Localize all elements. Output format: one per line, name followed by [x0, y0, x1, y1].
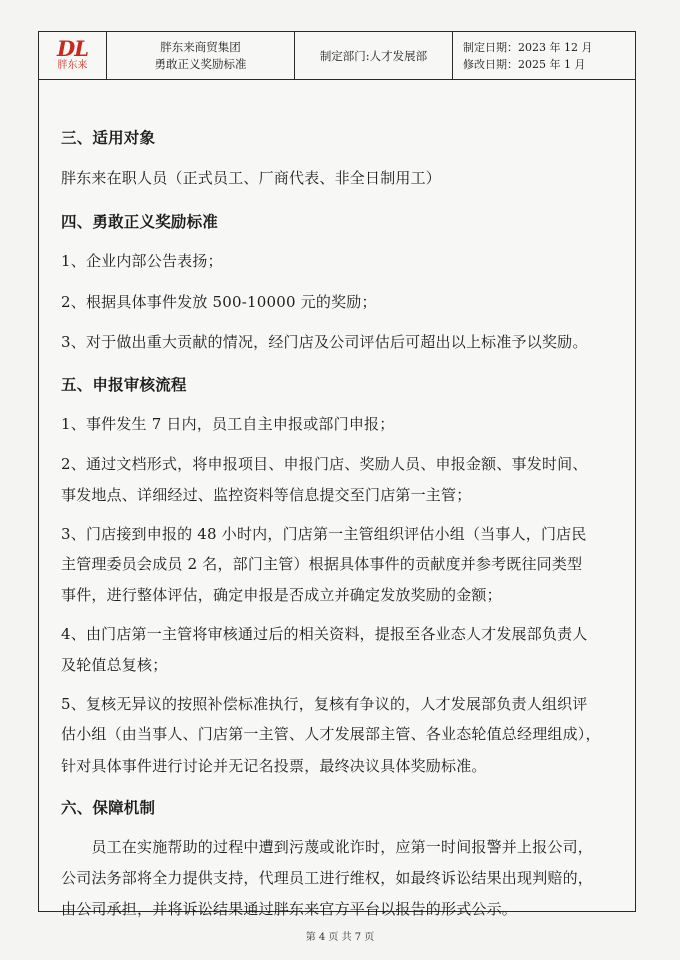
body-line: 胖东来在职人员（正式员工、厂商代表、非全日制用工） [61, 169, 442, 187]
body-line: 5、复核无异议的按照补偿标准执行，复核有争议的，人才发展部负责人组织评 [61, 695, 588, 713]
body-line: 4、由门店第一主管将审核通过后的相关资料，提报至各业态人才发展部负责人 [61, 625, 588, 643]
logo-mark: DL [57, 36, 88, 61]
section-heading: 四、勇敢正义奖励标准 [61, 212, 219, 231]
body-line: 公司法务部将全力提供支持，代理员工进行维权，如最终诉讼结果出现判赔的， [61, 869, 594, 887]
body-line: 事发地点、详细经过、监控资料等信息提交至门店第一主管； [61, 486, 472, 504]
body-line: 针对具体事件进行讨论并无记名投票，最终决议具体奖励标准。 [61, 757, 487, 775]
document-header [39, 32, 635, 80]
document-title: 勇敢正义奖励标准 [154, 56, 247, 71]
section-heading: 六、保障机制 [61, 798, 156, 817]
logo-text: 胖东来 [57, 60, 88, 71]
body-line: 估小组（由当事人、门店第一主管、人才发展部主管、各业态轮值总经理组成）， [61, 725, 601, 743]
body-line: 3、对于做出重大贡献的情况，经门店及公司评估后可超出以上标准予以奖励。 [61, 333, 588, 351]
department: 制定部门:人才发展部 [319, 48, 428, 63]
created-date: 制定日期：2023 年 12 月 [463, 40, 593, 54]
title-cell [107, 32, 295, 79]
body-line: 员工在实施帮助的过程中遭到污蔑或讹诈时，应第一时间报警并上报公司， [61, 838, 594, 856]
body-line: 2、根据具体事件发放 500-10000 元的奖励； [61, 293, 377, 311]
section-heading: 三、适用对象 [61, 128, 156, 147]
date-cell [453, 32, 635, 79]
logo [39, 32, 107, 79]
body-line: 由公司承担，并将诉讼结果通过胖东来官方平台以报告的形式公示。 [61, 900, 518, 918]
body-line: 事件，进行整体评估，确定申报是否成立并确定发放奖励的金额； [61, 586, 502, 604]
document-frame [38, 31, 636, 918]
body-line: 及轮值总复核； [61, 656, 168, 674]
body-line: 2、通过文档形式，将申报项目、申报门店、奖励人员、申报金额、事发时间、 [61, 455, 588, 473]
revised-date: 修改日期：2025 年 1 月 [463, 57, 586, 71]
body-line: 1、企业内部公告表扬； [61, 252, 223, 270]
page-number: 第 4 页 共 7 页 [305, 932, 375, 943]
department-cell [295, 32, 453, 79]
body-line: 1、事件发生 7 日内，员工自主申报或部门申报； [61, 415, 395, 433]
company-name: 胖东来商贸集团 [160, 39, 241, 54]
body-line: 3、门店接到申报的 48 小时内，门店第一主管组织评估小组（当事人，门店民 [61, 525, 587, 543]
body-line: 主管理委员会成员 2 名，部门主管）根据具体事件的贡献度并参考既往同类型 [61, 555, 583, 573]
section-heading: 五、申报审核流程 [61, 375, 187, 394]
